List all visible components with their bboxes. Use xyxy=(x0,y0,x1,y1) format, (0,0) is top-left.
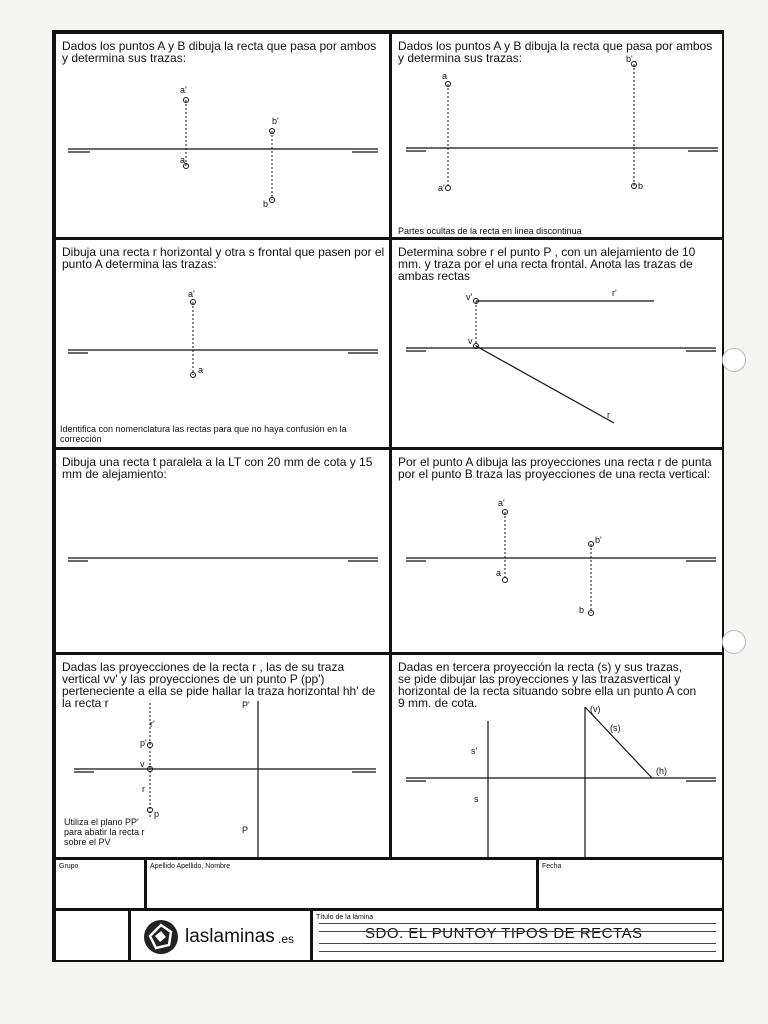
logo-icon xyxy=(141,917,181,957)
titleblock-nombre xyxy=(145,858,538,910)
drawing-title: SDO. EL PUNTOY TIPOS DE RECTAS xyxy=(365,925,643,942)
titleblock-logo xyxy=(129,909,312,962)
exercise-6-statement: Por el punto A dibuja las proyecciones una recta r de punta por el punto B traza las proyecciones de una recta vertical: xyxy=(398,455,712,481)
exercise-panel-5 xyxy=(54,448,391,654)
label-b: b xyxy=(263,199,269,209)
label-a-prime: a' xyxy=(438,183,445,193)
exercise-2-statement: Dados los puntos A y B dibuja la recta que pasa por ambos y determina sus trazas: xyxy=(398,39,713,65)
exercise-1-statement: Dados los puntos A y B dibuja la recta que pasa por ambos y determina sus trazas: xyxy=(62,39,377,65)
fecha-label: Fecha xyxy=(542,863,562,870)
label-s-prime: s' xyxy=(471,746,478,756)
label-b-prime: b' xyxy=(272,116,279,126)
exercise-1-figure xyxy=(56,34,393,241)
exercise-4-figure xyxy=(392,240,726,451)
label-s-third: (s) xyxy=(610,723,621,733)
titleblock-grupo xyxy=(54,858,146,910)
exercise-panel-7 xyxy=(54,653,391,859)
label-a: a xyxy=(198,365,204,375)
label-a: a xyxy=(496,568,502,578)
label-v: v xyxy=(140,759,145,769)
exercise-3-figure xyxy=(56,240,393,451)
exercise-panel-8 xyxy=(390,653,724,859)
logo-text: laslaminas xyxy=(185,926,275,947)
label-r-prime: r' xyxy=(612,288,617,298)
label-s: s xyxy=(474,794,479,804)
logo-suffix: .es xyxy=(278,932,295,946)
exercise-7-statement: Dadas las proyecciones de la recta r , las de su traza vertical vv' y las proyecciones de un punto P (pp') perteneciente a ella se pide hallar la traza horizontal hh' de la recta r xyxy=(62,660,376,710)
exercise-4-statement: Determina sobre r el punto P , con un alejamiento de 10 mm. y traza por el una recta frontal. Anota las trazas de ambas rectas xyxy=(398,245,696,283)
grupo-label: Grupo xyxy=(59,863,79,870)
exercise-3-note: Identifica con nomenclatura las rectas para que no haya confusión en la corrección xyxy=(60,424,347,444)
label-p-prime: p' xyxy=(140,738,147,748)
exercise-2-note: Partes ocultas de la recta en linea discontinua xyxy=(398,226,582,236)
exercise-panel-6 xyxy=(390,448,724,654)
exercise-8-statement: Dadas en tercera proyección la recta (s) y sus trazas, se pide dibujar las proyecciones y las trazasvertical y horizontal de la recta situando sobre ella un punto A con 9 mm. de cota. xyxy=(398,660,697,710)
label-r: r xyxy=(142,784,145,794)
binder-hole-bottom xyxy=(722,630,746,654)
titulo-label: Título de la lámina xyxy=(316,914,374,921)
nombre-label: Apellido Apellido, Nombre xyxy=(150,863,231,870)
binder-hole-top xyxy=(722,348,746,372)
exercise-2-figure xyxy=(392,34,726,241)
label-plane-p-prime: P' xyxy=(242,700,250,710)
exercise-8-figure xyxy=(392,655,726,861)
label-v: v xyxy=(468,336,473,346)
drawing-sheet xyxy=(52,30,724,962)
label-a-prime: a' xyxy=(180,85,187,95)
label-a-prime: a' xyxy=(498,498,505,508)
titleblock-title xyxy=(311,909,724,962)
exercise-6-figure xyxy=(392,450,726,656)
label-b-prime: b' xyxy=(626,54,633,64)
titleblock-fecha xyxy=(537,858,724,910)
exercise-panel-4 xyxy=(390,238,724,449)
label-b: b xyxy=(638,181,644,191)
label-b: b xyxy=(579,605,585,615)
label-h-third: (h) xyxy=(656,766,667,776)
exercise-panel-3 xyxy=(54,238,391,449)
exercise-7-note: Utiliza el plano PP' para abatir la recta r sobre el PV xyxy=(64,817,145,847)
label-plane-p: P xyxy=(242,825,249,835)
exercise-panel-1 xyxy=(54,32,391,239)
label-a: a xyxy=(180,155,186,165)
label-a-prime: a' xyxy=(188,289,195,299)
label-r-prime: r' xyxy=(150,719,155,729)
titleblock-blank xyxy=(54,909,130,962)
label-p: p xyxy=(154,809,160,819)
label-v-third: (v) xyxy=(590,704,601,714)
exercise-3-statement: Dibuja una recta r horizontal y otra s frontal que pasen por el punto A determina las trazas: xyxy=(62,245,385,271)
label-b-prime: b' xyxy=(595,535,602,545)
exercise-5-statement: Dibuja una recta t paralela a la LT con 20 mm de cota y 15 mm de alejamiento: xyxy=(62,455,373,481)
label-v-prime: v' xyxy=(466,292,473,302)
exercise-5-figure xyxy=(56,450,393,656)
label-a: a xyxy=(442,71,448,81)
label-r: r xyxy=(607,410,610,420)
exercise-panel-2 xyxy=(390,32,724,239)
